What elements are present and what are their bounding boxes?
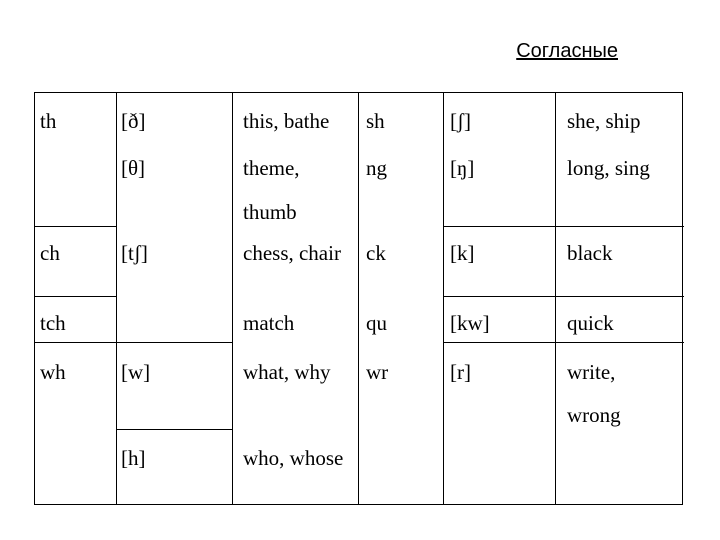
table-cell: qu: [366, 311, 387, 335]
table-cell: [h]: [121, 446, 146, 470]
table-cell: sh: [366, 109, 385, 133]
row-divider: [35, 342, 116, 343]
column-divider: [443, 93, 444, 504]
table-cell: this, bathe: [243, 109, 330, 133]
table-cell: ck: [366, 241, 386, 265]
table-cell: long, sing: [567, 156, 650, 180]
consonants-table: [34, 92, 683, 505]
table-cell: who, whose: [243, 446, 344, 470]
column-divider: [232, 93, 233, 504]
table-cell: [tʃ]: [121, 241, 148, 265]
page-title: Согласные: [516, 40, 618, 62]
table-cell: th: [40, 109, 57, 133]
table-cell: theme,: [243, 156, 300, 180]
column-divider: [116, 93, 117, 504]
row-divider: [443, 342, 684, 343]
table-cell: write,: [567, 360, 616, 384]
table-cell: tch: [40, 311, 66, 335]
row-divider: [35, 296, 116, 297]
table-cell: ng: [366, 156, 387, 180]
column-divider: [555, 93, 556, 504]
table-cell: [w]: [121, 360, 151, 384]
table-cell: quick: [567, 311, 614, 335]
table-cell: match: [243, 311, 295, 335]
table-cell: [ʃ]: [450, 109, 471, 133]
column-divider: [358, 93, 359, 504]
row-divider: [35, 226, 116, 227]
table-cell: what, why: [243, 360, 331, 384]
table-cell: [θ]: [121, 156, 146, 180]
table-cell: chess, chair: [243, 241, 341, 265]
row-divider: [443, 296, 684, 297]
row-divider: [116, 342, 232, 343]
table-cell: [ð]: [121, 109, 146, 133]
table-cell: ch: [40, 241, 60, 265]
table-cell: thumb: [243, 200, 297, 224]
table-cell: [r]: [450, 360, 471, 384]
table-cell: [k]: [450, 241, 475, 265]
table-cell: [kw]: [450, 311, 490, 335]
table-cell: wr: [366, 360, 389, 384]
table-cell: wrong: [567, 403, 621, 427]
table-cell: [ŋ]: [450, 156, 475, 180]
table-cell: she, ship: [567, 109, 641, 133]
row-divider: [116, 429, 232, 430]
table-cell: wh: [40, 360, 66, 384]
row-divider: [443, 226, 684, 227]
table-cell: black: [567, 241, 613, 265]
